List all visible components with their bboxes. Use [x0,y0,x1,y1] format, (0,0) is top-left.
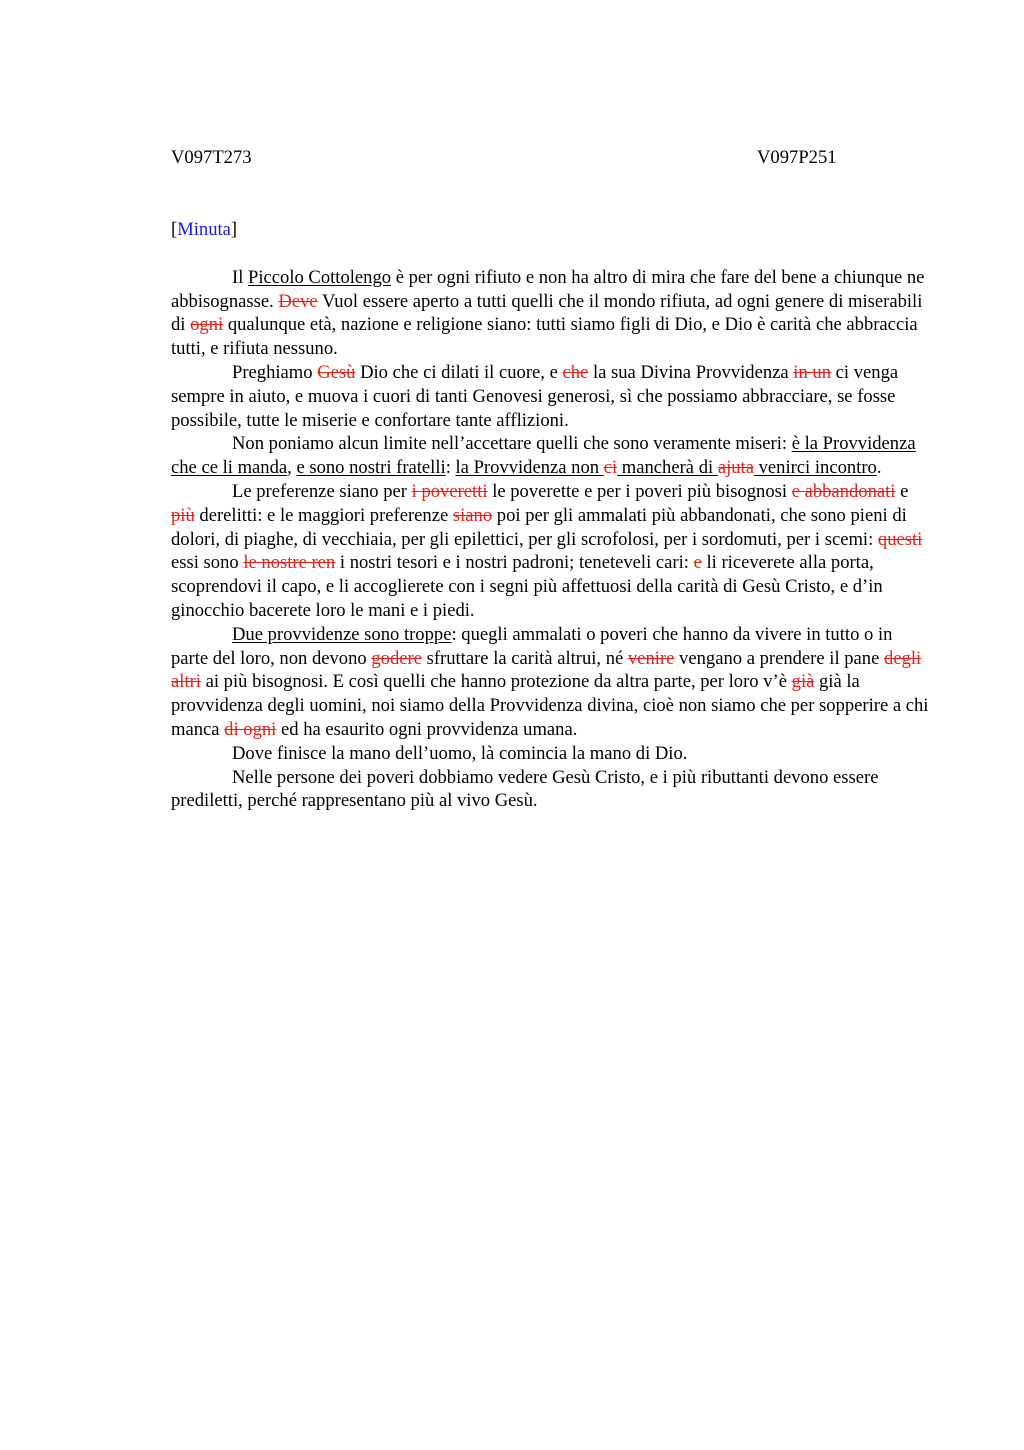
deleted-text: le nostre ren [243,552,336,574]
text-segment: sfruttare la carità altrui, né [421,647,628,669]
text-segment: : [445,457,456,479]
document-page [171,146,931,813]
underlined-text: Due provvidenze sono troppe [232,623,452,645]
deleted-text: venire [627,647,675,669]
text-segment: : quegli ammalati o poveri che hanno da vivere in tutto o in parte del loro, non devono [171,623,893,669]
text-segment: essi sono [171,552,244,574]
text-segment: ai più bisognosi. E così quelli che hanno protezione da altra parte, per loro v’è [200,671,792,693]
underlined-text: mancherà di [617,457,718,479]
text-segment: Nelle persone dei poveri dobbiamo vedere Gesù Cristo, e i più ributtanti devono essere prediletti, perché rappresentano più al vivo Gesù. [171,766,879,812]
text-segment: Dio che ci dilati il cuore, e [355,361,563,383]
paragraph [171,766,931,814]
text-segment: Preghiamo [232,361,318,383]
deleted-text: che [562,361,589,383]
document-label [171,218,931,242]
text-segment: le poverette e per i poveri più bisognosi [487,480,792,502]
underlined-text: Piccolo Cottolengo [248,266,392,288]
deleted-text: più [171,504,195,526]
deleted-text: di ogni [224,718,277,740]
text-segment: Le preferenze siano per [232,480,412,502]
paragraph [171,623,931,742]
deleted-text: già [791,671,815,693]
text-segment: Vuol essere aperto a tutti quelli che il mondo rifiuta, ad ogni genere di miserabili di [171,290,923,336]
deleted-text: ajuta [717,457,754,479]
text-segment: ed ha esaurito ogni provvidenza umana. [276,718,578,740]
paragraph [171,742,931,766]
deleted-text: godere [371,647,422,669]
label-close-bracket: ] [230,219,238,240]
text-segment: Dove finisce la mano dell’uomo, là comincia la mano di Dio. [232,742,688,764]
text-segment: derelitti: e le maggiori preferenze [194,504,453,526]
text-segment: i nostri tesori e i nostri padroni; teneteveli cari: [335,552,694,574]
text-segment: e [895,480,909,502]
text-segment: Il [232,266,249,288]
deleted-text: e abbandonati [791,480,896,502]
deleted-text: in un [793,361,832,383]
text-segment: Non poniamo alcun limite nell’accettare quelli che sono veramente miseri: [232,433,792,455]
text-segment: la sua Divina Provvidenza [588,361,794,383]
deleted-text: Deve [278,290,318,312]
text-segment: li riceverete alla porta, scoprendovi il capo, e li accoglierete con i segni più affettuosi della carità di Gesù Cristo, e d’in ginocchio bacerete loro le mani e i piedi. [171,552,883,621]
text-segment: vengano a prendere il pane [674,647,885,669]
deleted-text: siano [452,504,493,526]
text-segment: ci venga sempre in aiuto, e muova i cuori di tanti Genovesi generosi, sì che possiamo abbracciare, se fosse possibile, tutte le miserie e confortare tante afflizioni. [171,361,899,431]
deleted-text: e [693,552,702,574]
deleted-text: i poveretti [411,480,488,502]
deleted-text: questi [877,528,923,550]
deleted-text: ogni [190,314,224,336]
underlined-text: la Provvidenza non [455,457,604,479]
underlined-text: venirci incontro [753,457,877,479]
deleted-text: Gesù [317,361,356,383]
document-code-left: V097T273 [171,147,252,168]
deleted-text: ci [603,457,618,479]
deleted-text: degli altri [171,647,922,693]
underlined-text: è la Provvidenza che ce li manda [171,433,916,479]
text-segment: . [876,457,882,479]
paragraph [171,266,931,361]
text-segment: , [287,457,297,479]
paragraph [171,480,931,623]
document-header [171,146,931,170]
text-segment: poi per gli ammalati più abbandonati, che sono pieni di dolori, di piaghe, di vecchiaia, per gli epilettici, per gli scrofolosi, per i sordomuti, per i scemi: [171,504,907,550]
text-segment: è per ogni rifiuto e non ha altro di mira che fare del bene a chiunque ne abbisognasse. [171,266,925,312]
paragraph [171,361,931,432]
underlined-text: e sono nostri fratelli [296,457,446,479]
label-text: Minuta [177,219,231,240]
document-code-right: V097P251 [757,147,837,168]
paragraph [171,432,931,480]
document-body [171,266,931,813]
label-open-bracket: [ [171,219,178,240]
text-segment: qualunque età, nazione e religione siano: tutti siamo figli di Dio, e Dio è carità che abbraccia tutti, e rifiuta nessuno. [171,314,918,360]
text-segment: già la provvidenza degli uomini, noi siamo della Provvidenza divina, cioè non siamo che per sopperire a chi manca [171,671,929,740]
